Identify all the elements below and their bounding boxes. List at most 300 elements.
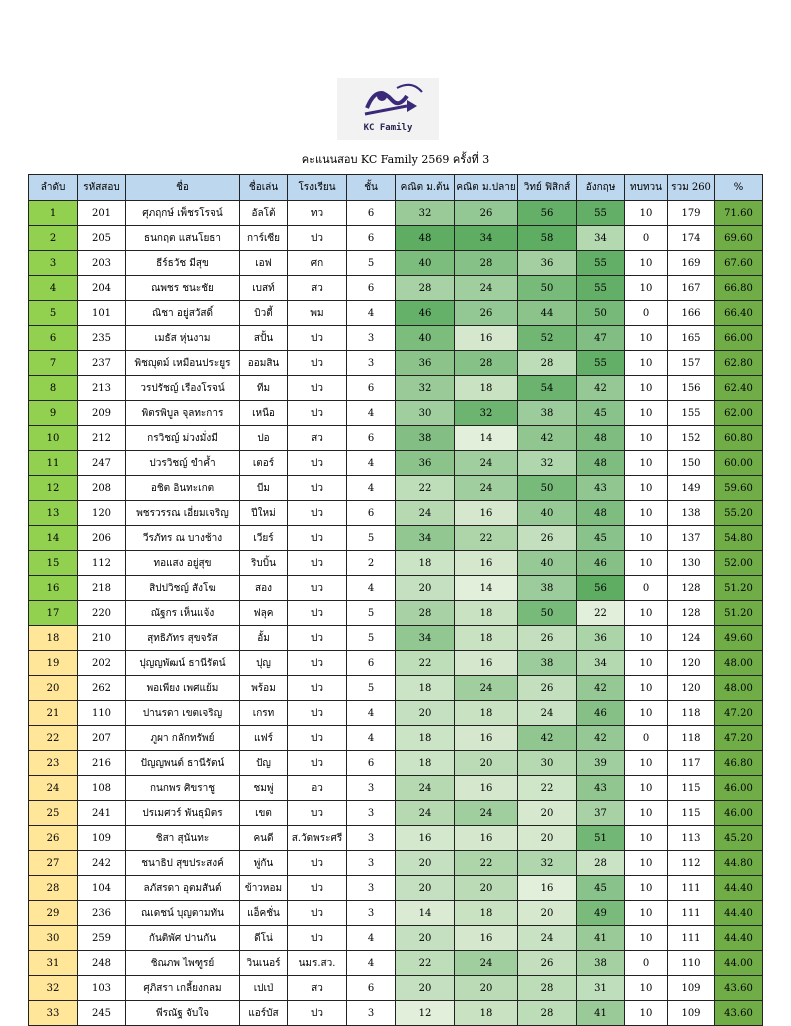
cell-review: 10: [625, 651, 668, 676]
cell-science-physics: 32: [518, 851, 577, 876]
cell-name: ปานรดา เขตเจริญ: [126, 701, 240, 726]
cell-english: 42: [577, 376, 625, 401]
cell-math-lower: 34: [396, 526, 455, 551]
cell-math-upper: 18: [455, 701, 518, 726]
cell-exam-id: 103: [78, 976, 126, 1001]
cell-name: ณิชา อยู่สวัสดิ์: [126, 301, 240, 326]
cell-total: 109: [668, 1001, 715, 1026]
cell-math-upper: 16: [455, 326, 518, 351]
cell-school: ปว: [288, 751, 347, 776]
table-row: [29, 501, 763, 526]
cell-school: ปว: [288, 376, 347, 401]
cell-review: 10: [625, 701, 668, 726]
cell-percent: 44.00: [715, 951, 763, 976]
cell-english: 48: [577, 426, 625, 451]
column-header-math-lower: คณิต ม.ต้น: [396, 175, 455, 201]
cell-total: 155: [668, 401, 715, 426]
cell-school: อว: [288, 776, 347, 801]
cell-review: 10: [625, 251, 668, 276]
cell-exam-id: 104: [78, 876, 126, 901]
cell-english: 37: [577, 801, 625, 826]
cell-math-lower: 36: [396, 351, 455, 376]
cell-review: 10: [625, 901, 668, 926]
cell-total: 137: [668, 526, 715, 551]
column-header-school: โรงเรียน: [288, 175, 347, 201]
cell-math-upper: 24: [455, 476, 518, 501]
cell-english: 55: [577, 276, 625, 301]
cell-math-lower: 46: [396, 301, 455, 326]
table-body: [29, 201, 763, 1026]
cell-math-lower: 20: [396, 976, 455, 1001]
cell-nickname: เปเป่: [240, 976, 288, 1001]
cell-math-lower: 20: [396, 851, 455, 876]
cell-nickname: การ์เซีย: [240, 226, 288, 251]
column-header-rank: ลำดับ: [29, 175, 78, 201]
cell-grade: 5: [347, 601, 396, 626]
cell-percent: 44.40: [715, 876, 763, 901]
cell-total: 150: [668, 451, 715, 476]
cell-grade: 4: [347, 401, 396, 426]
table-row: [29, 901, 763, 926]
cell-nickname: ฟลุค: [240, 601, 288, 626]
cell-rank: 2: [29, 226, 78, 251]
cell-rank: 25: [29, 801, 78, 826]
cell-percent: 67.60: [715, 251, 763, 276]
cell-review: 10: [625, 851, 668, 876]
cell-name: พิตรพิบูล จุลทะการ: [126, 401, 240, 426]
cell-science-physics: 28: [518, 976, 577, 1001]
cell-name: สิปปวิชญ์ สังโฆ: [126, 576, 240, 601]
cell-grade: 3: [347, 776, 396, 801]
cell-school: สว: [288, 976, 347, 1001]
cell-school: ปว: [288, 601, 347, 626]
cell-science-physics: 44: [518, 301, 577, 326]
cell-exam-id: 242: [78, 851, 126, 876]
cell-science-physics: 42: [518, 426, 577, 451]
cell-nickname: บิวตี้: [240, 301, 288, 326]
cell-total: 166: [668, 301, 715, 326]
cell-science-physics: 38: [518, 401, 577, 426]
column-header-percent: %: [715, 175, 763, 201]
cell-grade: 4: [347, 476, 396, 501]
cell-science-physics: 26: [518, 626, 577, 651]
cell-school: นมร.สว.: [288, 951, 347, 976]
cell-exam-id: 212: [78, 426, 126, 451]
cell-math-lower: 24: [396, 801, 455, 826]
cell-exam-id: 204: [78, 276, 126, 301]
column-header-total: รวม 260: [668, 175, 715, 201]
cell-nickname: ปีใหม่: [240, 501, 288, 526]
cell-english: 50: [577, 301, 625, 326]
cell-science-physics: 20: [518, 901, 577, 926]
cell-grade: 4: [347, 451, 396, 476]
cell-rank: 23: [29, 751, 78, 776]
kc-family-logo: [337, 78, 439, 140]
cell-percent: 51.20: [715, 576, 763, 601]
cell-exam-id: 109: [78, 826, 126, 851]
cell-grade: 5: [347, 526, 396, 551]
cell-english: 55: [577, 251, 625, 276]
cell-total: 112: [668, 851, 715, 876]
cell-math-upper: 20: [455, 876, 518, 901]
cell-percent: 66.80: [715, 276, 763, 301]
cell-science-physics: 16: [518, 876, 577, 901]
cell-math-lower: 20: [396, 701, 455, 726]
cell-rank: 7: [29, 351, 78, 376]
cell-exam-id: 220: [78, 601, 126, 626]
cell-percent: 71.60: [715, 201, 763, 226]
table-row: [29, 426, 763, 451]
cell-english: 42: [577, 676, 625, 701]
cell-total: 117: [668, 751, 715, 776]
cell-name: วีรภัทร ณ บางช้าง: [126, 526, 240, 551]
cell-review: 10: [625, 876, 668, 901]
cell-math-lower: 18: [396, 751, 455, 776]
cell-math-upper: 26: [455, 301, 518, 326]
cell-grade: 5: [347, 251, 396, 276]
cell-review: 0: [625, 726, 668, 751]
cell-review: 10: [625, 601, 668, 626]
cell-english: 39: [577, 751, 625, 776]
table-row: [29, 551, 763, 576]
cell-grade: 6: [347, 651, 396, 676]
cell-english: 43: [577, 476, 625, 501]
cell-exam-id: 202: [78, 651, 126, 676]
cell-science-physics: 28: [518, 1001, 577, 1026]
cell-math-upper: 18: [455, 601, 518, 626]
cell-rank: 19: [29, 651, 78, 676]
cell-name: ปวรวิชญ์ ขำค้ำ: [126, 451, 240, 476]
cell-nickname: เอฟ: [240, 251, 288, 276]
cell-nickname: แฟร์: [240, 726, 288, 751]
cell-grade: 6: [347, 751, 396, 776]
cell-total: 174: [668, 226, 715, 251]
cell-math-upper: 28: [455, 251, 518, 276]
cell-percent: 66.00: [715, 326, 763, 351]
cell-science-physics: 36: [518, 251, 577, 276]
cell-total: 118: [668, 701, 715, 726]
table-row: [29, 601, 763, 626]
cell-exam-id: 206: [78, 526, 126, 551]
cell-school: บว: [288, 801, 347, 826]
cell-total: 110: [668, 951, 715, 976]
cell-percent: 48.00: [715, 676, 763, 701]
cell-name: ลภัสรดา อุตมสันต์: [126, 876, 240, 901]
cell-review: 10: [625, 276, 668, 301]
cell-math-lower: 12: [396, 1001, 455, 1026]
table-row: [29, 576, 763, 601]
cell-nickname: สอง: [240, 576, 288, 601]
cell-rank: 3: [29, 251, 78, 276]
cell-exam-id: 237: [78, 351, 126, 376]
cell-school: ปว: [288, 526, 347, 551]
cell-nickname: เบสท์: [240, 276, 288, 301]
cell-school: ปว: [288, 901, 347, 926]
cell-math-lower: 20: [396, 576, 455, 601]
cell-name: กนกพร ศิขราชู: [126, 776, 240, 801]
cell-school: สว: [288, 276, 347, 301]
cell-rank: 28: [29, 876, 78, 901]
table-row: [29, 376, 763, 401]
cell-review: 10: [625, 426, 668, 451]
cell-nickname: คนดี: [240, 826, 288, 851]
table-row: [29, 1001, 763, 1026]
cell-school: ปว: [288, 851, 347, 876]
cell-school: ปว: [288, 926, 347, 951]
cell-nickname: อั้ม: [240, 626, 288, 651]
cell-nickname: พู่กัน: [240, 851, 288, 876]
cell-nickname: เหนือ: [240, 401, 288, 426]
cell-math-upper: 16: [455, 551, 518, 576]
cell-exam-id: 110: [78, 701, 126, 726]
cell-science-physics: 40: [518, 551, 577, 576]
cell-grade: 3: [347, 826, 396, 851]
cell-rank: 16: [29, 576, 78, 601]
cell-math-upper: 14: [455, 576, 518, 601]
cell-school: ปว: [288, 501, 347, 526]
cell-science-physics: 30: [518, 751, 577, 776]
cell-math-upper: 16: [455, 926, 518, 951]
cell-math-lower: 16: [396, 826, 455, 851]
cell-review: 10: [625, 776, 668, 801]
cell-review: 10: [625, 551, 668, 576]
cell-review: 10: [625, 626, 668, 651]
cell-exam-id: 208: [78, 476, 126, 501]
cell-nickname: ปุญ: [240, 651, 288, 676]
cell-english: 43: [577, 776, 625, 801]
cell-total: 152: [668, 426, 715, 451]
cell-science-physics: 50: [518, 601, 577, 626]
cell-science-physics: 58: [518, 226, 577, 251]
cell-school: พม: [288, 301, 347, 326]
cell-review: 10: [625, 826, 668, 851]
cell-english: 55: [577, 351, 625, 376]
table-header: [29, 175, 763, 201]
cell-grade: 6: [347, 201, 396, 226]
cell-math-upper: 16: [455, 501, 518, 526]
cell-percent: 49.60: [715, 626, 763, 651]
cell-science-physics: 50: [518, 476, 577, 501]
cell-grade: 3: [347, 1001, 396, 1026]
cell-percent: 46.80: [715, 751, 763, 776]
cell-percent: 44.40: [715, 926, 763, 951]
cell-science-physics: 56: [518, 201, 577, 226]
table-row: [29, 326, 763, 351]
cell-exam-id: 203: [78, 251, 126, 276]
table-row: [29, 676, 763, 701]
column-header-name: ชื่อ: [126, 175, 240, 201]
cell-nickname: ปัญ: [240, 751, 288, 776]
cell-percent: 69.60: [715, 226, 763, 251]
cell-school: ปว: [288, 551, 347, 576]
cell-math-upper: 22: [455, 526, 518, 551]
cell-percent: 47.20: [715, 726, 763, 751]
cell-nickname: แอ็คชั่น: [240, 901, 288, 926]
cell-school: ปว: [288, 651, 347, 676]
table-row: [29, 526, 763, 551]
cell-total: 118: [668, 726, 715, 751]
cell-grade: 6: [347, 501, 396, 526]
cell-math-lower: 36: [396, 451, 455, 476]
cell-grade: 6: [347, 376, 396, 401]
cell-review: 0: [625, 576, 668, 601]
cell-math-upper: 24: [455, 276, 518, 301]
cell-review: 10: [625, 376, 668, 401]
cell-math-lower: 14: [396, 901, 455, 926]
cell-name: ชิณภพ ไพฑูรย์: [126, 951, 240, 976]
cell-name: ธีร์ธวัช มีสุข: [126, 251, 240, 276]
cell-school: ปว: [288, 1001, 347, 1026]
cell-total: 109: [668, 976, 715, 1001]
cell-math-lower: 28: [396, 601, 455, 626]
cell-grade: 4: [347, 951, 396, 976]
cell-math-upper: 16: [455, 826, 518, 851]
table-row: [29, 626, 763, 651]
cell-rank: 14: [29, 526, 78, 551]
cell-math-lower: 32: [396, 376, 455, 401]
cell-science-physics: 22: [518, 776, 577, 801]
cell-total: 169: [668, 251, 715, 276]
cell-review: 10: [625, 476, 668, 501]
cell-total: 120: [668, 676, 715, 701]
cell-rank: 4: [29, 276, 78, 301]
table-row: [29, 476, 763, 501]
cell-review: 10: [625, 351, 668, 376]
cell-name: พอเพียง เพศแย้ม: [126, 676, 240, 701]
cell-science-physics: 50: [518, 276, 577, 301]
cell-review: 10: [625, 201, 668, 226]
cell-math-lower: 24: [396, 501, 455, 526]
cell-english: 36: [577, 626, 625, 651]
cell-math-lower: 18: [396, 551, 455, 576]
score-table: [28, 174, 763, 1026]
cell-grade: 3: [347, 876, 396, 901]
cell-science-physics: 26: [518, 951, 577, 976]
cell-exam-id: 259: [78, 926, 126, 951]
cell-science-physics: 40: [518, 501, 577, 526]
cell-percent: 43.60: [715, 976, 763, 1001]
cell-review: 10: [625, 501, 668, 526]
cell-total: 167: [668, 276, 715, 301]
cell-rank: 11: [29, 451, 78, 476]
cell-math-lower: 24: [396, 776, 455, 801]
cell-rank: 29: [29, 901, 78, 926]
page-title: คะแนนสอบ KC Family 2569 ครั้งที่ 3: [301, 153, 490, 166]
cell-science-physics: 26: [518, 526, 577, 551]
cell-english: 55: [577, 201, 625, 226]
cell-math-lower: 34: [396, 626, 455, 651]
cell-science-physics: 24: [518, 701, 577, 726]
cell-review: 10: [625, 801, 668, 826]
cell-english: 41: [577, 926, 625, 951]
cell-rank: 17: [29, 601, 78, 626]
cell-nickname: ริบบิ้น: [240, 551, 288, 576]
cell-percent: 46.00: [715, 801, 763, 826]
cell-english: 41: [577, 1001, 625, 1026]
cell-percent: 60.80: [715, 426, 763, 451]
cell-name: ปุญญพัฒน์ ธานีรัตน์: [126, 651, 240, 676]
cell-exam-id: 247: [78, 451, 126, 476]
cell-total: 130: [668, 551, 715, 576]
column-header-nickname: ชื่อเล่น: [240, 175, 288, 201]
table-row: [29, 876, 763, 901]
cell-math-upper: 28: [455, 351, 518, 376]
cell-school: ปว: [288, 326, 347, 351]
cell-math-upper: 34: [455, 226, 518, 251]
cell-english: 48: [577, 451, 625, 476]
cell-exam-id: 201: [78, 201, 126, 226]
cell-math-upper: 24: [455, 951, 518, 976]
cell-rank: 13: [29, 501, 78, 526]
cell-percent: 43.60: [715, 1001, 763, 1026]
cell-nickname: แอร์บัส: [240, 1001, 288, 1026]
cell-grade: 5: [347, 626, 396, 651]
cell-science-physics: 38: [518, 651, 577, 676]
cell-math-lower: 18: [396, 726, 455, 751]
cell-math-lower: 38: [396, 426, 455, 451]
cell-school: บว: [288, 576, 347, 601]
table-row: [29, 651, 763, 676]
cell-exam-id: 112: [78, 551, 126, 576]
cell-total: 111: [668, 876, 715, 901]
cell-review: 10: [625, 751, 668, 776]
table-row: [29, 926, 763, 951]
cell-rank: 33: [29, 1001, 78, 1026]
cell-math-upper: 32: [455, 401, 518, 426]
cell-exam-id: 262: [78, 676, 126, 701]
cell-nickname: ข้าวหอม: [240, 876, 288, 901]
cell-math-upper: 16: [455, 776, 518, 801]
cell-english: 46: [577, 701, 625, 726]
cell-school: ส.วัดพระศรี: [288, 826, 347, 851]
cell-total: 179: [668, 201, 715, 226]
cell-percent: 48.00: [715, 651, 763, 676]
cell-name: ชิสา สุนันทะ: [126, 826, 240, 851]
cell-review: 10: [625, 401, 668, 426]
cell-math-lower: 22: [396, 476, 455, 501]
cell-school: สว: [288, 426, 347, 451]
cell-nickname: ทีม: [240, 376, 288, 401]
cell-rank: 1: [29, 201, 78, 226]
cell-exam-id: 218: [78, 576, 126, 601]
cell-grade: 4: [347, 301, 396, 326]
cell-exam-id: 245: [78, 1001, 126, 1026]
cell-math-upper: 16: [455, 726, 518, 751]
cell-percent: 45.20: [715, 826, 763, 851]
cell-rank: 5: [29, 301, 78, 326]
cell-math-upper: 18: [455, 376, 518, 401]
cell-exam-id: 101: [78, 301, 126, 326]
cell-rank: 26: [29, 826, 78, 851]
cell-school: ศก: [288, 251, 347, 276]
cell-school: ปว: [288, 626, 347, 651]
cell-total: 111: [668, 926, 715, 951]
cell-science-physics: 54: [518, 376, 577, 401]
cell-review: 10: [625, 326, 668, 351]
cell-name: พีรณัฐ จับใจ: [126, 1001, 240, 1026]
cell-math-upper: 14: [455, 426, 518, 451]
cell-math-upper: 22: [455, 851, 518, 876]
cell-math-lower: 32: [396, 201, 455, 226]
cell-review: 0: [625, 226, 668, 251]
cell-rank: 32: [29, 976, 78, 1001]
cell-math-lower: 18: [396, 676, 455, 701]
cell-english: 45: [577, 401, 625, 426]
cell-science-physics: 42: [518, 726, 577, 751]
cell-math-lower: 22: [396, 951, 455, 976]
cell-math-lower: 28: [396, 276, 455, 301]
cell-total: 156: [668, 376, 715, 401]
